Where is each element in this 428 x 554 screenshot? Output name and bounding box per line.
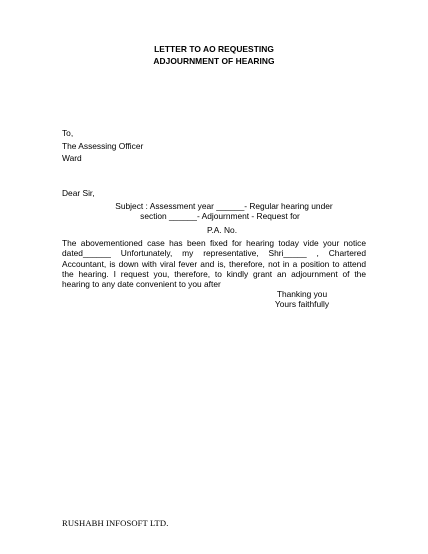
- body-line: hearing to any date convenient to you after: [62, 279, 221, 290]
- closing-thanking: Thanking you: [276, 289, 328, 299]
- subject-line-1: Subject : Assessment year ______- Regular hearing under: [115, 201, 333, 211]
- footer-company-name: RUSHABH INFOSOFT LTD.: [62, 518, 169, 528]
- subject-line-2: section ______- Adjournment - Request for: [140, 211, 300, 221]
- letter-title-line-2: ADJOURNMENT OF HEARING: [153, 56, 275, 66]
- pa-number: P.A. No.: [206, 225, 238, 235]
- closing-signoff: Yours faithfully: [274, 299, 330, 309]
- body-line: The abovementioned case has been fixed for hearing today vide your notice: [62, 238, 366, 248]
- body-line: Accountant, is down with viral fever and is, therefore, not in a position to attend: [62, 258, 366, 269]
- address-ward: Ward: [62, 153, 82, 163]
- salutation: Dear Sir,: [62, 188, 95, 198]
- letter-title-line-1: LETTER TO AO REQUESTING: [154, 44, 274, 54]
- body-paragraph: [62, 238, 366, 289]
- body-line: dated______ Unfortunately, my representative, Shri_____ , Chartered: [62, 248, 366, 259]
- address-to: To,: [62, 128, 74, 138]
- address-officer: The Assessing Officer: [62, 141, 144, 151]
- body-line: the hearing. I request you, therefore, to kindly grant an adjournment of the: [62, 268, 366, 279]
